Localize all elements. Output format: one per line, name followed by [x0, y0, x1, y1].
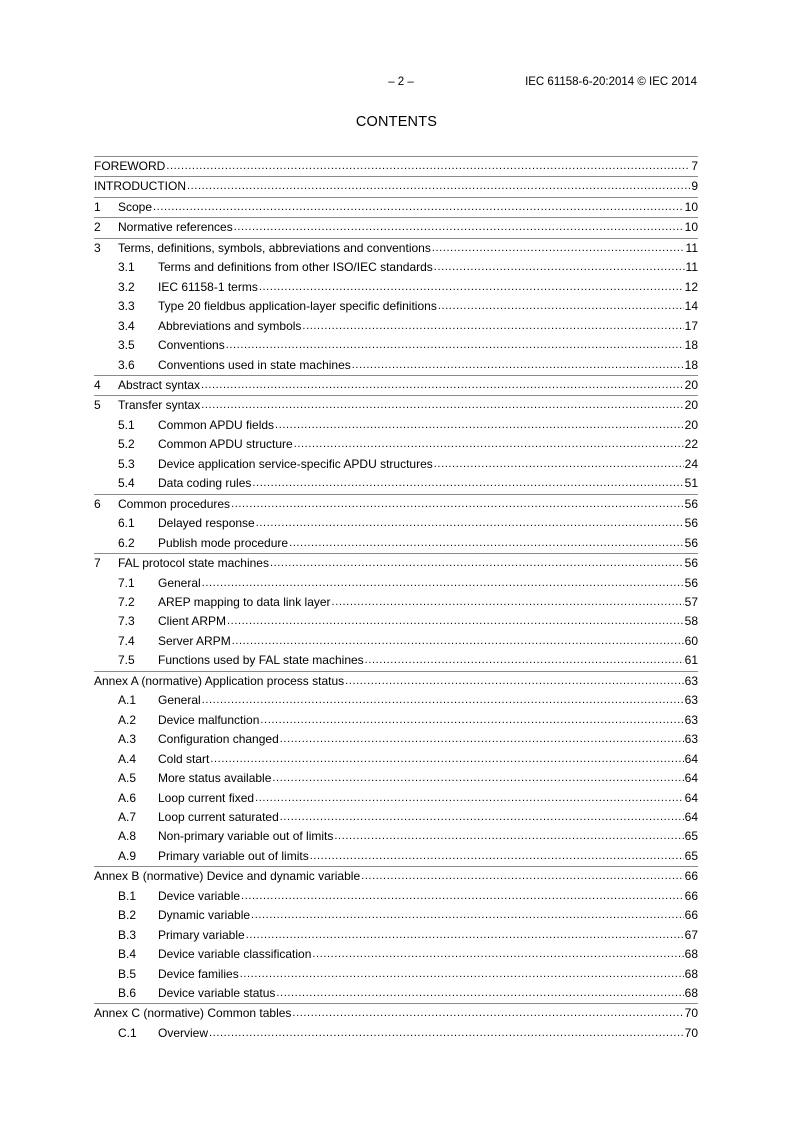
toc-entry[interactable]: [94, 612, 698, 631]
dot-leader: [251, 906, 684, 925]
toc-entry-label: FAL protocol state machines: [118, 556, 269, 571]
toc-entry-number: 2: [94, 220, 101, 235]
toc-entry-number: A.2: [118, 712, 137, 727]
toc-entry-page: 64: [684, 790, 698, 805]
dot-leader: [276, 984, 683, 1003]
toc-entry-label: Loop current saturated: [158, 809, 279, 824]
toc-entry-number: C.1: [118, 1025, 137, 1040]
dot-leader: [294, 435, 684, 454]
dot-leader: [310, 847, 684, 866]
toc-entry[interactable]: [94, 356, 698, 375]
toc-entry-number: 7: [94, 556, 101, 571]
toc-entry-number: 3.3: [118, 299, 135, 314]
toc-entry-page: 9: [691, 179, 698, 194]
toc-entry-number: 3: [94, 240, 101, 255]
toc-entry-page: 70: [684, 1025, 698, 1040]
toc-entry-number: A.9: [118, 848, 137, 863]
toc-entry-page: 63: [684, 693, 698, 708]
toc-entry-page: 11: [685, 260, 698, 275]
toc-entry-label: Cold start: [158, 751, 210, 766]
toc-entry[interactable]: [94, 866, 698, 886]
dot-leader: [260, 711, 683, 730]
toc-entry-label: Device families: [158, 966, 239, 981]
toc-entry-page: 18: [684, 357, 698, 372]
dot-leader: [361, 867, 684, 886]
toc-entry[interactable]: [94, 514, 698, 533]
dot-leader: [246, 926, 684, 945]
toc-entry-number: A.5: [118, 771, 137, 786]
toc-entry[interactable]: [94, 416, 698, 435]
toc-entry-page: 22: [684, 437, 698, 452]
dot-leader: [345, 672, 684, 691]
toc-entry-number: 6: [94, 496, 101, 511]
toc-entry-label: Conventions used in state machines: [158, 357, 351, 372]
toc-entry-number: 7.2: [118, 594, 135, 609]
toc-entry-page: 65: [684, 829, 698, 844]
toc-entry-page: 56: [684, 556, 698, 571]
contents-title: CONTENTS: [355, 114, 438, 130]
toc-entry-label: Dynamic variable: [158, 908, 251, 923]
toc-entry-page: 56: [684, 575, 698, 590]
toc-entry-page: 56: [684, 535, 698, 550]
dot-leader: [280, 730, 684, 749]
toc-entry-page: 70: [684, 1006, 698, 1021]
toc-entry-label: Terms, definitions, symbols, abbreviations and conventions: [118, 240, 431, 255]
toc-entry-page: 64: [684, 751, 698, 766]
dot-leader: [302, 317, 683, 336]
toc-entry-label: Client ARPM: [158, 614, 227, 629]
toc-entry-label: Configuration changed: [158, 732, 279, 747]
toc-entry-number: 6.1: [118, 516, 135, 531]
toc-entry-number: 5.1: [118, 417, 135, 432]
toc-entry-number: A.7: [118, 809, 137, 824]
toc-entry[interactable]: [94, 965, 698, 984]
toc-entry-label: INTRODUCTION: [94, 179, 186, 194]
toc-entry[interactable]: [94, 197, 698, 217]
toc-entry-label: Transfer syntax: [118, 398, 201, 413]
toc-entry[interactable]: [94, 156, 698, 176]
dot-leader: [232, 632, 684, 651]
toc-entry-page: 68: [684, 947, 698, 962]
toc-entry-number: 7.4: [118, 633, 135, 648]
dot-leader: [334, 827, 683, 846]
toc-entry-number: B.2: [118, 908, 137, 923]
toc-entry[interactable]: [94, 176, 698, 196]
toc-entry-number: A.4: [118, 751, 137, 766]
dot-leader: [166, 157, 690, 176]
toc-entry-page: 56: [684, 516, 698, 531]
toc-entry[interactable]: [94, 435, 698, 454]
toc-entry-number: B.3: [118, 927, 137, 942]
toc-entry-label: Primary variable: [158, 927, 245, 942]
dot-leader: [202, 574, 684, 593]
toc-entry-page: 66: [684, 908, 698, 923]
dot-leader: [227, 612, 684, 631]
toc-entry-number: B.4: [118, 947, 137, 962]
toc-entry[interactable]: [94, 691, 698, 710]
toc-entry-page: 63: [684, 712, 698, 727]
toc-entry-label: Loop current fixed: [158, 790, 255, 805]
toc-entry-page: 20: [684, 377, 698, 392]
toc-entry-label: Data coding rules: [158, 476, 252, 491]
toc-entry-label: General: [158, 575, 201, 590]
toc-entry-page: 64: [684, 809, 698, 824]
dot-leader: [270, 554, 684, 573]
toc-entry-page: 66: [684, 888, 698, 903]
dot-leader: [241, 887, 684, 906]
toc-entry-page: 17: [684, 318, 698, 333]
toc-entry-number: 7.1: [118, 575, 135, 590]
toc-entry[interactable]: [94, 887, 698, 906]
toc-entry-label: Scope: [118, 199, 153, 214]
toc-entry[interactable]: [94, 926, 698, 945]
toc-entry[interactable]: [94, 455, 698, 474]
dot-leader: [187, 177, 690, 196]
toc-entry-number: B.5: [118, 966, 137, 981]
dot-leader: [365, 651, 684, 670]
toc-entry-number: 6.2: [118, 535, 135, 550]
toc-entry-page: 57: [684, 594, 698, 609]
toc-entry-number: 3.2: [118, 279, 135, 294]
toc-entry-number: A.1: [118, 693, 137, 708]
toc-entry[interactable]: [94, 789, 698, 808]
toc-entry-number: B.1: [118, 888, 137, 903]
toc-entry-page: 65: [684, 848, 698, 863]
toc-entry-page: 56: [684, 496, 698, 511]
toc-entry-page: 11: [685, 240, 698, 255]
toc-entry[interactable]: [94, 1003, 698, 1023]
toc-entry[interactable]: [94, 906, 698, 925]
dot-leader: [201, 376, 684, 395]
toc-entry[interactable]: [94, 494, 698, 514]
toc-entry[interactable]: [94, 297, 698, 316]
toc-entry-number: A.6: [118, 790, 137, 805]
dot-leader: [432, 239, 685, 258]
dot-leader: [434, 455, 684, 474]
page-header: [0, 76, 793, 92]
dot-leader: [275, 416, 684, 435]
toc-entry[interactable]: [94, 375, 698, 395]
toc-entry-label: Publish mode procedure: [158, 535, 289, 550]
toc-entry[interactable]: [94, 553, 698, 573]
toc-entry-label: General: [158, 693, 201, 708]
toc-entry-label: AREP mapping to data link layer: [158, 594, 331, 609]
toc-entry-label: Non-primary variable out of limits: [158, 829, 334, 844]
toc-entry-number: B.6: [118, 986, 137, 1001]
document-id: IEC 61158-6-20:2014 © IEC 2014: [525, 76, 697, 88]
dot-leader: [259, 278, 684, 297]
toc-entry-number: 5.2: [118, 437, 135, 452]
toc-entry-label: Functions used by FAL state machines: [158, 653, 364, 668]
dot-leader: [272, 769, 683, 788]
toc-entry[interactable]: [94, 671, 698, 691]
toc-entry-page: 61: [684, 653, 698, 668]
dot-leader: [332, 593, 684, 612]
toc-entry[interactable]: [94, 258, 698, 277]
dot-leader: [255, 789, 684, 808]
toc-entry-page: 24: [684, 456, 698, 471]
toc-entry-label: Delayed response: [158, 516, 255, 531]
toc-entry-label: Abstract syntax: [118, 377, 201, 392]
toc-entry[interactable]: [94, 847, 698, 866]
toc-entry-label: Device malfunction: [158, 712, 260, 727]
dot-leader: [231, 495, 684, 514]
toc-entry-label: Annex C (normative) Common tables: [94, 1006, 292, 1021]
toc-entry-page: 10: [684, 199, 698, 214]
toc-entry-number: 3.4: [118, 318, 135, 333]
toc-entry-number: 5: [94, 398, 101, 413]
toc-entry-number: 5.4: [118, 476, 135, 491]
toc-entry-label: Device application service-specific APDU structures: [158, 456, 433, 471]
toc-entry[interactable]: [94, 336, 698, 355]
toc-entry-number: 1: [94, 199, 101, 214]
toc-entry[interactable]: [94, 945, 698, 964]
toc-entry-page: 7: [691, 159, 698, 173]
toc-entry-label: Type 20 fieldbus application-layer specific definitions: [158, 299, 437, 314]
dot-leader: [352, 356, 684, 375]
dot-leader: [153, 198, 684, 217]
toc-entry-label: FOREWORD: [94, 159, 166, 173]
toc-entry-label: Device variable status: [158, 986, 276, 1001]
toc-entry[interactable]: [94, 827, 698, 846]
toc-entry-label: Normative references: [118, 220, 233, 235]
dot-leader: [292, 1004, 683, 1023]
toc-entry-label: IEC 61158-1 terms: [158, 279, 258, 294]
toc-entry-page: 66: [684, 869, 698, 884]
toc-entry-number: 3.6: [118, 357, 135, 372]
toc-entry-page: 67: [684, 927, 698, 942]
toc-entry[interactable]: [94, 651, 698, 670]
dot-leader: [209, 1024, 684, 1043]
toc-entry[interactable]: [94, 317, 698, 336]
toc-entry-number: A.8: [118, 829, 137, 844]
toc-entry[interactable]: [94, 808, 698, 827]
toc-entry-label: Server ARPM: [158, 633, 231, 648]
toc-entry-page: 63: [684, 673, 698, 688]
toc-entry-page: 64: [684, 771, 698, 786]
toc-entry-page: 51: [684, 476, 698, 491]
toc-entry-page: 68: [684, 986, 698, 1001]
toc-entry-page: 14: [684, 299, 698, 314]
toc-entry-page: 58: [684, 614, 698, 629]
toc-entry-page: 68: [684, 966, 698, 981]
dot-leader: [438, 297, 684, 316]
toc-entry[interactable]: [94, 534, 698, 553]
toc-entry-label: More status available: [158, 771, 272, 786]
toc-entry[interactable]: [94, 395, 698, 415]
toc-entry[interactable]: [94, 984, 698, 1003]
toc-entry-number: 3.5: [118, 338, 135, 353]
toc-entry-number: 7.5: [118, 653, 135, 668]
toc-entry-label: Conventions: [158, 338, 225, 353]
toc-entry[interactable]: [94, 593, 698, 612]
toc-entry-page: 60: [684, 633, 698, 648]
dot-leader: [280, 808, 684, 827]
toc-entry-label: Terms and definitions from other ISO/IEC standards: [158, 260, 433, 275]
toc-entry-label: Primary variable out of limits: [158, 848, 309, 863]
toc-entry[interactable]: [94, 217, 698, 237]
toc-entry-label: Annex A (normative) Application process status: [94, 673, 345, 688]
toc-entry-number: 3.1: [118, 260, 135, 275]
dot-leader: [252, 474, 683, 493]
toc-entry-label: Common APDU fields: [158, 417, 275, 432]
dot-leader: [210, 750, 683, 769]
toc-entry[interactable]: [94, 750, 698, 769]
toc-entry-number: 5.3: [118, 456, 135, 471]
dot-leader: [234, 218, 684, 237]
toc-entry-page: 20: [684, 398, 698, 413]
dot-leader: [289, 534, 684, 553]
toc-entry[interactable]: [94, 711, 698, 730]
toc-entry[interactable]: [94, 474, 698, 493]
toc-entry[interactable]: [94, 238, 698, 258]
toc-entry-page: 12: [684, 279, 698, 294]
toc-entry-page: 63: [684, 732, 698, 747]
toc-entry-page: 10: [684, 220, 698, 235]
dot-leader: [240, 965, 684, 984]
toc-entry-label: Common procedures: [118, 496, 231, 511]
toc-entry-label: Overview: [158, 1025, 209, 1040]
dot-leader: [226, 336, 684, 355]
toc-entry-label: Device variable: [158, 888, 241, 903]
toc-entry-label: Annex B (normative) Device and dynamic variable: [94, 869, 361, 884]
toc-entry[interactable]: [94, 769, 698, 788]
dot-leader: [201, 396, 683, 415]
toc-entry[interactable]: [94, 574, 698, 593]
toc-entry-number: A.3: [118, 732, 137, 747]
dot-leader: [434, 258, 685, 277]
toc-entry[interactable]: [94, 1024, 698, 1043]
toc-entry[interactable]: [94, 730, 698, 749]
toc-entry-page: 20: [684, 417, 698, 432]
toc-entry-label: Abbreviations and symbols: [158, 318, 302, 333]
dot-leader: [202, 691, 684, 710]
table-of-contents: [94, 156, 698, 1043]
toc-entry[interactable]: [94, 632, 698, 651]
page-number: – 2 –: [388, 76, 414, 88]
toc-entry[interactable]: [94, 278, 698, 297]
toc-entry-label: Common APDU structure: [158, 437, 293, 452]
dot-leader: [312, 945, 683, 964]
toc-entry-page: 18: [684, 338, 698, 353]
dot-leader: [256, 514, 684, 533]
toc-entry-label: Device variable classification: [158, 947, 312, 962]
toc-entry-number: 4: [94, 377, 101, 392]
toc-entry-number: 7.3: [118, 614, 135, 629]
